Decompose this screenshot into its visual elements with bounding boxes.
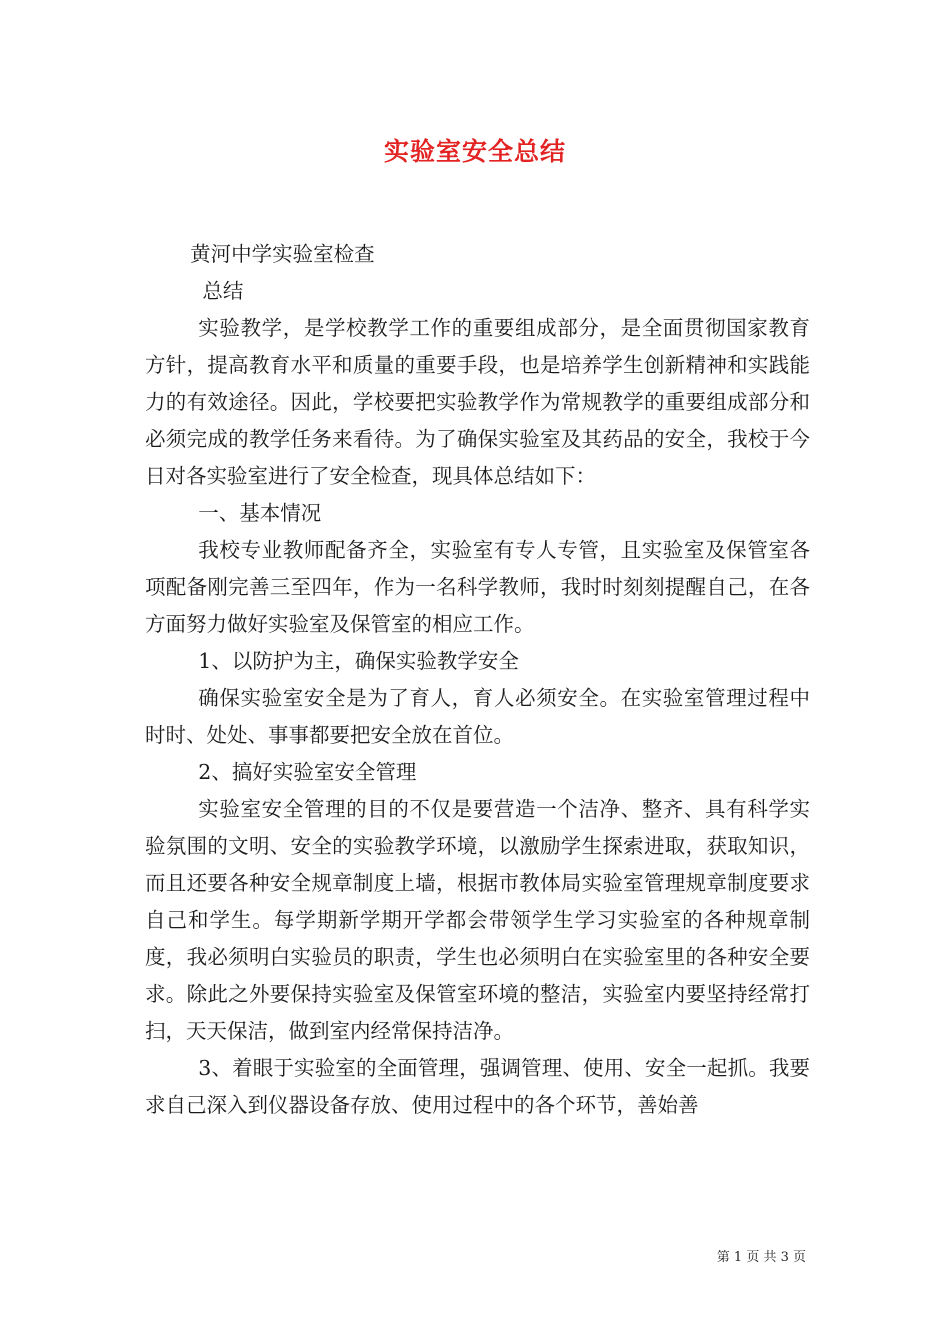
paragraph-summary-heading: 总结 <box>202 279 244 303</box>
paragraph-protection: 确保实验室安全是为了育人，育人必须安全。在实验室管理过程中时时、处处、事事都要把安全放在首位。 <box>145 686 810 747</box>
paragraph-school-heading: 黄河中学实验室检查 <box>190 242 375 266</box>
paragraph-comprehensive: 3、着眼于实验室的全面管理，强调管理、使用、安全一起抓。我要求自己深入到仪器设备存放、使用过程中的各个环节，善始善 <box>145 1056 810 1117</box>
subheading-management: 2、搞好实验室安全管理 <box>198 760 417 784</box>
paragraph-management: 实验室安全管理的目的不仅是要营造一个洁净、整齐、具有科学实验氛围的文明、安全的实验教学环境，以激励学生探索进取，获取知识，而且还要各种安全规章制度上墙，根据市教体局实验室管理规章制度要求自己和学生。每学期新学期开学都会带领学生学习实验室的各种规章制度，我必须明白实验员的职责，学生也必须明白在实验室里的各种安全要求。除此之外要保持实验室及保管室环境的整洁，实验室内要坚持经常打扫，天天保洁，做到室内经常保持洁净。 <box>145 797 810 1043</box>
page-number: 第 1 页 共 3 页 <box>716 1250 806 1265</box>
section-heading-basic: 一、基本情况 <box>198 501 322 525</box>
subheading-protection: 1、以防护为主，确保实验教学安全 <box>198 649 519 673</box>
document-title: 实验室安全总结 <box>383 137 566 166</box>
paragraph-basic: 我校专业教师配备齐全，实验室有专人专管，且实验室及保管室各项配备刚完善三至四年，作为一名科学教师，我时时刻刻提醒自己，在各方面努力做好实验室及保管室的相应工作。 <box>145 538 810 636</box>
document-body <box>145 236 810 1124</box>
paragraph-intro: 实验教学，是学校教学工作的重要组成部分，是全面贯彻国家教育方针，提高教育水平和质量的重要手段，也是培养学生创新精神和实践能力的有效途径。因此，学校要把实验教学作为常规教学的重要组成部分和必须完成的教学任务来看待。为了确保实验室及其药品的安全，我校于今日对各实验室进行了安全检查，现具体总结如下： <box>145 316 810 488</box>
